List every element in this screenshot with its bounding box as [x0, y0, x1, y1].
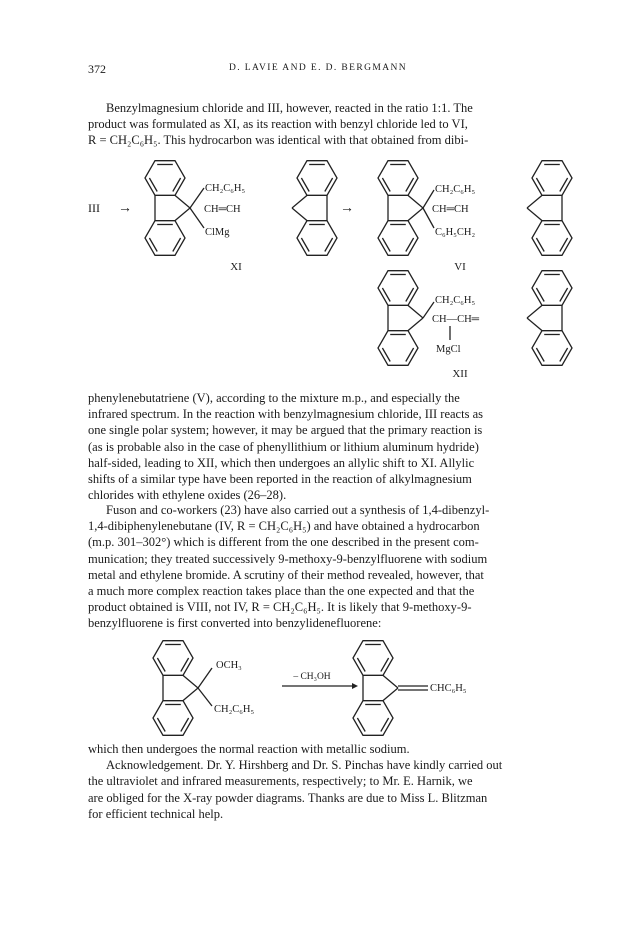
- ring-bond: [408, 305, 423, 318]
- page-number: 372: [88, 62, 106, 76]
- ring-bond: [175, 195, 190, 208]
- double-bond: [357, 658, 365, 672]
- fluorene-vi-right: [527, 161, 572, 256]
- benzene-ring-top: [145, 161, 185, 196]
- double-bond: [381, 658, 389, 672]
- bond: [190, 208, 204, 228]
- benzene-ring-bottom: [153, 701, 193, 736]
- double-bond: [406, 178, 414, 192]
- double-bond: [560, 288, 568, 302]
- ring-bond: [527, 318, 542, 331]
- text-line: phenylenebutatriene (V), according to the mixture m.p., and especially the: [88, 391, 460, 405]
- text-line: metal and ethylene bromide. A scrutiny of their method revealed, however, that: [88, 567, 484, 582]
- running-title: D. LAVIE AND E. D. BERGMANN: [228, 63, 407, 73]
- benzene-ring-bottom: [378, 331, 418, 366]
- text-line: benzylfluorene is first converted into benzylidenefluorene:: [88, 616, 382, 631]
- double-bond: [406, 288, 414, 302]
- double-bond: [536, 288, 544, 302]
- text-line: shifts of a similar type have been reported in the reaction of alkylmagnesium: [88, 472, 472, 487]
- substituent-xi-top: CH₂C₆H₅: [205, 183, 246, 194]
- benzene-ring-top: [532, 271, 572, 306]
- chain-vi: CH═CH: [432, 204, 469, 215]
- arrow-head: [352, 683, 358, 689]
- paragraph-4: [88, 741, 550, 822]
- substituent-product: CHC₆H₅: [430, 683, 467, 694]
- double-bond: [181, 658, 189, 672]
- double-bond: [536, 238, 544, 252]
- double-bond: [382, 238, 390, 252]
- ring-bond: [408, 318, 423, 331]
- benzene-ring-bottom: [378, 221, 418, 256]
- ring-bond: [383, 675, 398, 688]
- ring-bond: [408, 208, 423, 221]
- chain-xii: CH—CH═: [432, 314, 480, 325]
- text-line: 1,4-dibiphenylenebutane (IV, R = CH₂C₆H₅) and have obtained a hydrocarbon: [88, 519, 480, 534]
- double-bond: [536, 178, 544, 192]
- compound-label-xii: XII: [452, 368, 468, 380]
- ring-bond: [527, 305, 542, 318]
- benzene-ring-bottom: [145, 221, 185, 256]
- text-line: infrared spectrum. In the reaction with benzylmagnesium chloride, III reacts as: [88, 407, 483, 422]
- double-bond: [357, 718, 365, 732]
- fluorene-xii-left: [378, 271, 423, 366]
- reaction-arrow: →: [118, 201, 132, 216]
- substituent-xii-bottom: MgCl: [436, 344, 461, 355]
- compound-label-xi: XI: [230, 261, 242, 273]
- bond: [198, 668, 212, 688]
- text-line: product obtained is VIII, not IV, R = CH₂C₆H₅. It is likely that 9-methoxy-9-: [88, 600, 472, 615]
- chain-xi: CH═CH: [204, 204, 241, 215]
- double-bond: [173, 238, 181, 252]
- paragraph-2: [88, 390, 550, 503]
- fluorene-xi-right: [292, 161, 337, 256]
- text-line: are obliged for the X-ray powder diagrams. Thanks are due to Miss L. Blitzman: [88, 790, 488, 805]
- text-line: which then undergoes the normal reaction with metallic sodium.: [88, 742, 410, 756]
- substituent-benzyl: CH₂C₆H₅: [214, 704, 255, 715]
- ring-bond: [383, 688, 398, 701]
- text-line: chlorides with ethylene oxides (26–28).: [88, 488, 287, 503]
- benzene-ring-bottom: [532, 331, 572, 366]
- text-line: (m.p. 301–302°) which is different from the one described in the present com-: [88, 535, 479, 550]
- double-bond: [536, 348, 544, 362]
- double-bond: [382, 348, 390, 362]
- paragraph-3: [88, 502, 550, 632]
- double-bond: [325, 178, 333, 192]
- text-line: (as is probable also in the case of phenyllithium or lithium aluminum hydride): [88, 439, 479, 454]
- reaction-arrow: →: [340, 201, 354, 216]
- ring-bond: [183, 675, 198, 688]
- double-bond: [382, 178, 390, 192]
- reaction-condition: – CH₃OH: [293, 672, 331, 682]
- double-bond: [149, 178, 157, 192]
- benzene-ring-top: [297, 161, 337, 196]
- double-bond: [157, 718, 165, 732]
- fluorene-xii-right: [527, 271, 572, 366]
- double-bond: [560, 238, 568, 252]
- benzene-ring-bottom: [353, 701, 393, 736]
- double-bond: [382, 288, 390, 302]
- ring-bond: [292, 208, 307, 221]
- fluorene-xi-left: [145, 161, 190, 256]
- double-bond: [149, 238, 157, 252]
- ring-bond: [183, 688, 198, 701]
- substituent-vi-bottom: C₆H₅CH₂: [435, 227, 476, 238]
- text-line: one single polar system; however, it may be argued that the primary reaction is: [88, 423, 483, 438]
- compound-label-iii: III: [88, 201, 100, 215]
- substituent-methoxy: OCH₃: [216, 660, 242, 671]
- compound-label-vi: VI: [454, 261, 466, 273]
- double-bond: [406, 348, 414, 362]
- double-bond: [181, 718, 189, 732]
- benzene-ring-top: [153, 641, 193, 676]
- double-bond: [157, 658, 165, 672]
- text-line: the ultraviolet and infrared measurements, respectively; to Mr. E. Harnik, we: [88, 774, 473, 789]
- benzene-ring-bottom: [297, 221, 337, 256]
- substituent-xi-bottom: ClMg: [205, 227, 230, 238]
- benzene-ring-top: [353, 641, 393, 676]
- double-bond: [560, 178, 568, 192]
- text-line: a much more complex reaction takes place than the one expected and that the: [88, 584, 475, 599]
- ring-bond: [292, 195, 307, 208]
- benzene-ring-bottom: [532, 221, 572, 256]
- ring-bond: [408, 195, 423, 208]
- fluorene-product: [353, 641, 398, 736]
- double-bond: [381, 718, 389, 732]
- benzene-ring-top: [532, 161, 572, 196]
- substituent-vi-top: CH₂C₆H₅: [435, 184, 476, 195]
- text-line: Benzylmagnesium chloride and III, however, reacted in the ratio 1:1. The: [106, 101, 473, 115]
- bond: [190, 188, 204, 208]
- ring-bond: [175, 208, 190, 221]
- benzene-ring-top: [378, 271, 418, 306]
- fluorene-methoxy: [153, 641, 198, 736]
- fluorene-vi-left: [378, 161, 423, 256]
- ring-bond: [527, 195, 542, 208]
- bond: [198, 688, 212, 706]
- text-line: Fuson and co-workers (23) have also carried out a synthesis of 1,4-dibenzyl-: [106, 503, 490, 517]
- substituent-xii-top: CH₂C₆H₅: [435, 295, 476, 306]
- double-bond: [325, 238, 333, 252]
- double-bond: [301, 238, 309, 252]
- double-bond: [173, 178, 181, 192]
- acknowledgement-line: Acknowledgement. Dr. Y. Hirshberg and Dr. S. Pinchas have kindly carried out: [106, 758, 503, 773]
- text-line: for efficient technical help.: [88, 806, 224, 821]
- ring-bond: [527, 208, 542, 221]
- benzene-ring-top: [378, 161, 418, 196]
- text-line: half-sided, leading to XII, which then undergoes an allylic shift to XI. Allylic: [88, 455, 475, 470]
- text-line: product was formulated as XI, as its reaction with benzyl chloride led to VI,: [88, 117, 468, 132]
- text-line: munication; they treated successively 9-methoxy-9-benzylfluorene with sodium: [88, 551, 488, 566]
- text-line: R = CH₂C₆H₅. This hydrocarbon was identical with that obtained from dibi-: [88, 133, 469, 148]
- double-bond: [560, 348, 568, 362]
- double-bond: [301, 178, 309, 192]
- double-bond: [406, 238, 414, 252]
